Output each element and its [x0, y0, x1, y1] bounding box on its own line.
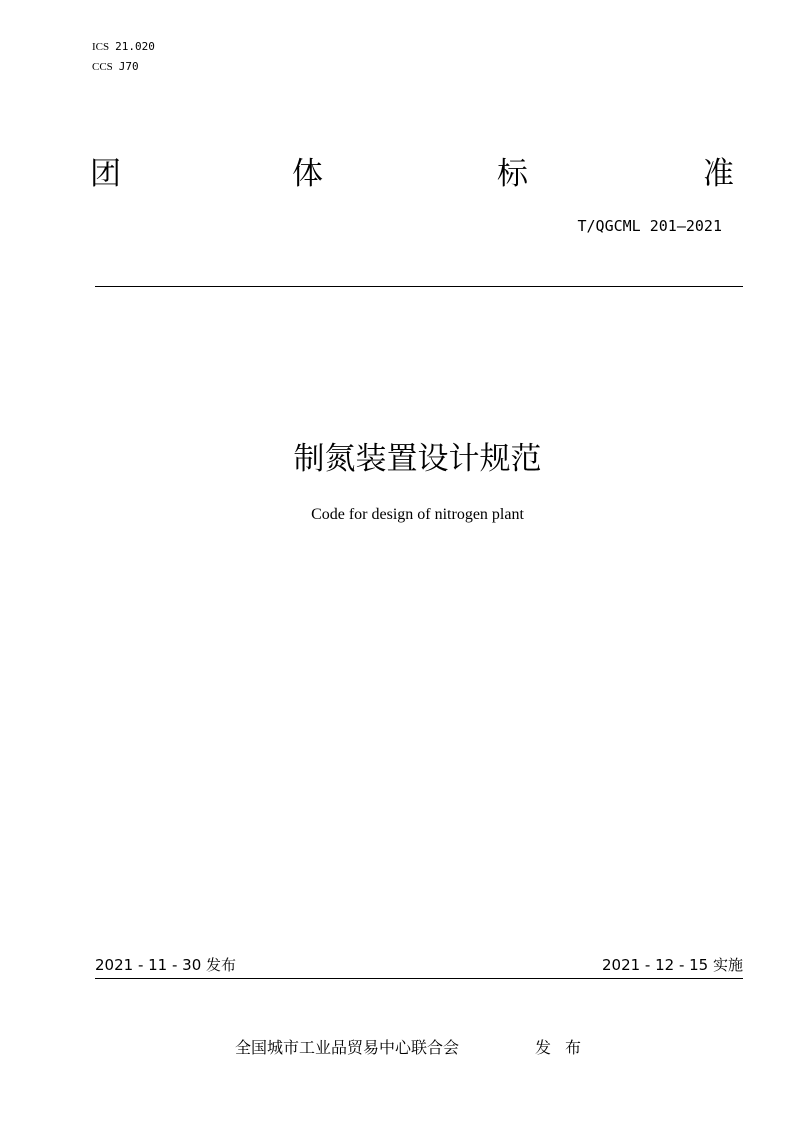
implementation-date: 2021 - 12 - 15 实施: [601, 956, 743, 974]
bottom-divider: [95, 978, 743, 979]
ccs-line: [92, 57, 139, 77]
ccs-label: CCS: [92, 61, 113, 73]
publisher-action: 发布: [535, 1038, 596, 1057]
ics-code: 21.020: [115, 40, 155, 53]
publisher-name: 全国城市工业品贸易中心联合会: [235, 1038, 460, 1057]
standard-type-char: 标: [497, 156, 528, 192]
title-chinese: 制氮装置设计规范: [293, 441, 542, 477]
issue-date: 2021 - 11 - 30 发布: [95, 956, 237, 974]
standard-type-char: 团: [90, 156, 121, 192]
ics-label: ICS: [92, 41, 110, 53]
standard-number: T/QGCML 201—2021: [577, 217, 722, 235]
title-english: Code for design of nitrogen plant: [311, 506, 524, 523]
top-divider: [95, 286, 743, 287]
ccs-code: J70: [118, 60, 139, 73]
standard-type-char: 准: [703, 156, 734, 192]
ics-line: [92, 37, 155, 57]
standard-type-char: 体: [292, 156, 323, 192]
